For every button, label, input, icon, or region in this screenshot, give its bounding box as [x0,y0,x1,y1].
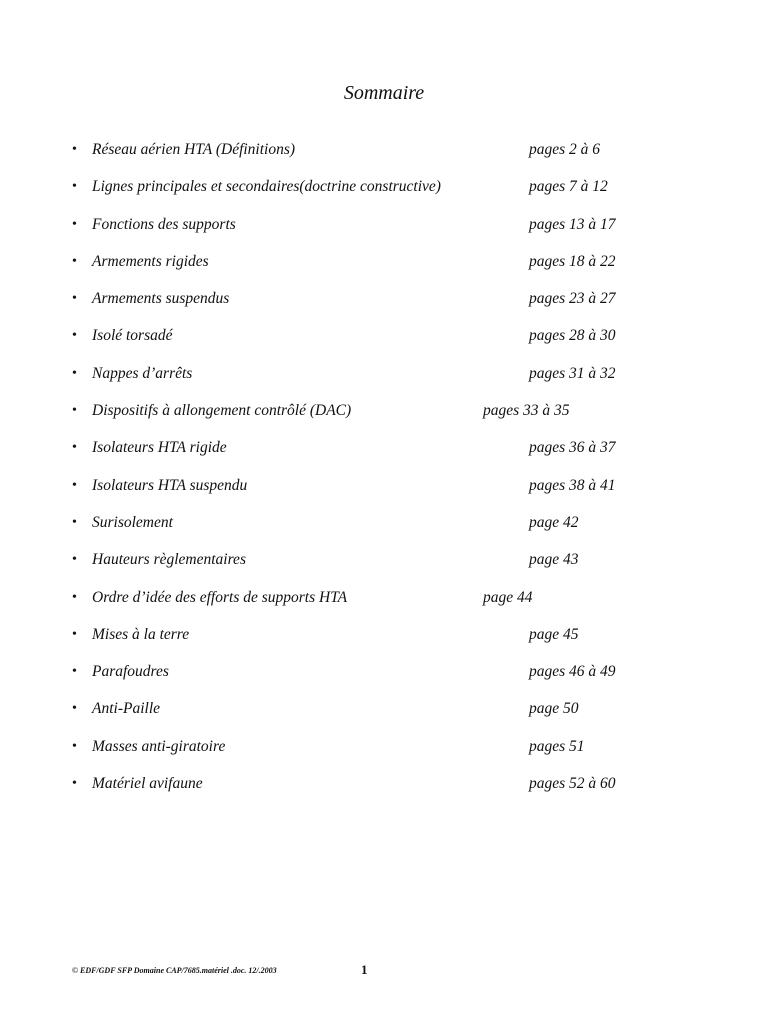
bullet-icon: • [72,589,77,605]
toc-entry-label: Armements suspendus [92,290,230,308]
bullet-icon: • [72,403,77,419]
toc-entry [0,660,768,697]
toc-entry-pages: pages 36 à 37 [529,439,616,457]
toc-entry [0,623,768,660]
toc-entry [0,586,768,623]
toc-entry [0,399,768,436]
toc-entry [0,735,768,772]
toc-entry-label: Ordre d’idée des efforts de supports HTA [92,588,348,606]
bullet-icon: • [72,328,77,344]
page-number: 1 [361,962,368,977]
toc-entry-label: Parafoudres [92,663,169,681]
toc-entry-label: Hauteurs règlementaires [92,551,246,569]
toc-entry [0,772,768,809]
toc-entry-label: Réseau aérien HTA (Définitions) [92,141,296,158]
bullet-icon: • [72,477,77,493]
toc-entry-pages: page 44 [483,588,533,606]
bullet-icon: • [72,216,77,232]
bullet-icon: • [72,552,77,568]
bullet-icon: • [72,701,77,717]
toc-entry [0,138,768,175]
toc-entry-label: Nappes d’arrêts [92,364,193,382]
toc-entry-label: Isolateurs HTA suspendu [92,476,248,494]
toc-entry-label: Anti-Paille [92,700,161,718]
bullet-icon: • [72,253,77,269]
bullet-icon: • [72,664,77,680]
bullet-icon: • [72,291,77,307]
toc-entry-pages: pages 33 à 35 [483,402,570,420]
toc-entry-label: Masses anti-giratoire [92,737,226,755]
toc-entry-label: Dispositifs à allongement contrôlé (DAC) [92,402,352,420]
toc-entry-label: Lignes principales et secondaires(doctrine constructive) [92,178,441,196]
toc-entry-pages: pages 2 à 6 [529,141,601,158]
toc-entry-pages: pages 13 à 17 [529,215,616,233]
toc-entry [0,362,768,399]
toc-entry-label: Armements rigides [92,252,209,270]
toc-entry [0,250,768,287]
toc-entry-pages: page 42 [529,513,579,531]
bullet-icon: • [72,626,77,642]
toc-entry-label: Matériel avifaune [92,775,203,793]
toc-entry-pages: pages 38 à 41 [529,476,616,494]
footer-copyright: © EDF/GDF SFP Domaine CAP/7685.matériel .doc. 12/.2003 [72,966,277,975]
toc-entry-label: Mises à la terre [92,625,190,643]
bullet-icon: • [72,142,77,157]
toc-entry-pages: pages 31 à 32 [529,364,616,382]
toc-entry [0,436,768,473]
toc-entry-label: Surisolement [92,513,173,531]
bullet-icon: • [72,514,77,530]
toc-entry [0,175,768,212]
bullet-icon: • [72,440,77,456]
toc-entry-pages: pages 18 à 22 [529,252,616,270]
toc-entry-pages: pages 51 [529,737,585,755]
toc-entry-pages: pages 7 à 12 [529,178,608,196]
toc-entry [0,324,768,361]
toc-entry-pages: page 50 [529,700,579,718]
toc-entry-pages: pages 28 à 30 [529,327,616,345]
toc-entry-pages: page 43 [529,551,579,569]
table-of-contents [0,138,768,809]
bullet-icon: • [72,365,77,381]
toc-entry [0,474,768,511]
toc-entry-pages: pages 52 à 60 [529,775,616,793]
toc-entry-pages: pages 46 à 49 [529,663,616,681]
page-title: Sommaire [343,82,425,104]
bullet-icon: • [72,179,77,195]
toc-entry-label: Isolé torsadé [92,327,173,345]
toc-entry-pages: pages 23 à 27 [529,290,616,308]
toc-entry [0,213,768,250]
toc-entry [0,511,768,548]
toc-entry-label: Isolateurs HTA rigide [92,439,227,457]
toc-entry [0,548,768,585]
bullet-icon: • [72,776,77,792]
toc-entry-pages: page 45 [529,625,579,643]
toc-entry-label: Fonctions des supports [92,215,236,233]
bullet-icon: • [72,738,77,754]
toc-entry [0,287,768,324]
toc-entry [0,697,768,734]
